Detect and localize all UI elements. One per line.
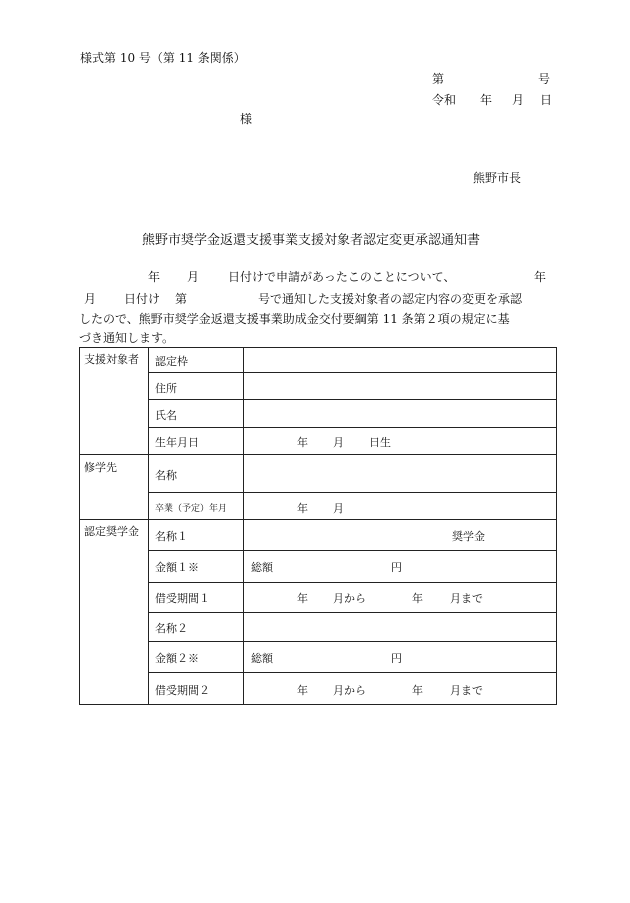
- section-school: 修学先: [84, 461, 117, 474]
- row-label-amount-2: 金額２※: [155, 652, 199, 665]
- body-line-1: 日付けで申請があったこのことについて、: [228, 270, 456, 284]
- period2-year2: 年: [412, 684, 423, 697]
- body-month-1: 月: [187, 270, 200, 284]
- row-label-school-name: 名称: [155, 469, 177, 482]
- doc-number-prefix: 第: [432, 72, 445, 86]
- body-dai: 第: [175, 292, 188, 306]
- section-support-recipient: 支援対象者: [84, 353, 139, 366]
- dob-year: 年: [297, 436, 308, 449]
- form-number-label: 様式第 10 号（第 11 条関係）: [80, 51, 246, 65]
- body-line-4: づき通知します。: [79, 331, 175, 345]
- recipient-suffix: 様: [240, 112, 253, 126]
- dob-month: 月: [333, 436, 344, 449]
- date-day: 日: [540, 93, 553, 107]
- period2-year: 年: [297, 684, 308, 697]
- row-label-scholarship-2: 名称２: [155, 622, 188, 635]
- row-label-amount-1: 金額１※: [155, 561, 199, 574]
- row-label-category: 認定枠: [155, 355, 188, 368]
- body-line-2: 号で通知した支援対象者の認定内容の変更を承認: [258, 292, 523, 306]
- period1-year2: 年: [412, 592, 423, 605]
- body-day-2: 日付け: [124, 292, 161, 306]
- row-label-name: 氏名: [155, 409, 177, 422]
- period1-year: 年: [297, 592, 308, 605]
- yen-1: 円: [391, 561, 402, 574]
- doc-number-suffix: 号: [538, 72, 551, 86]
- document-title: 熊野市奨学金返還支援事業支援対象者認定変更承認通知書: [142, 233, 481, 248]
- body-month-2: 月: [84, 292, 97, 306]
- body-line-3: したので、熊野市奨学金返還支援事業助成金交付要綱第 11 条第２項の規定に基: [79, 312, 510, 326]
- period2-month-to: 月まで: [450, 684, 483, 697]
- row-label-graduation: 卒業（予定）年月: [155, 504, 228, 514]
- period2-month-from: 月から: [333, 684, 366, 697]
- period1-month-to: 月まで: [450, 592, 483, 605]
- body-year-1: 年: [148, 270, 161, 284]
- body-year-2: 年: [534, 270, 547, 284]
- row-label-address: 住所: [155, 382, 177, 395]
- row-label-birthdate: 生年月日: [155, 436, 199, 449]
- date-month: 月: [512, 93, 525, 107]
- dob-day: 日生: [369, 436, 391, 449]
- grad-year: 年: [297, 502, 308, 515]
- yen-2: 円: [391, 652, 402, 665]
- issuer-name: 熊野市長: [473, 171, 522, 185]
- row-label-scholarship-1: 名称１: [155, 530, 188, 543]
- row-label-period-1: 借受期間１: [155, 592, 210, 605]
- total-label-2: 総額: [251, 652, 273, 665]
- row-label-period-2: 借受期間２: [155, 684, 210, 697]
- section-scholarship: 認定奨学金: [84, 525, 139, 538]
- date-era: 令和: [432, 93, 457, 107]
- period1-month-from: 月から: [333, 592, 366, 605]
- scholarship-suffix-1: 奨学金: [452, 530, 485, 543]
- total-label-1: 総額: [251, 561, 273, 574]
- date-year: 年: [480, 93, 493, 107]
- grad-month: 月: [333, 502, 344, 515]
